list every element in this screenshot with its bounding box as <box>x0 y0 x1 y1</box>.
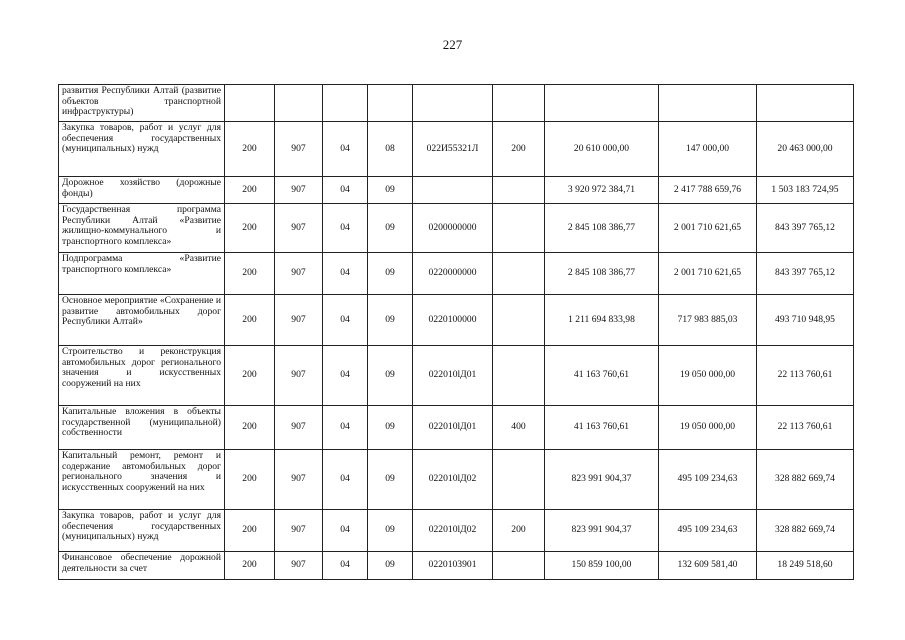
section-code: 04 <box>323 450 368 510</box>
admin-code: 200 <box>225 552 275 580</box>
sum-year-2: 717 983 885,03 <box>659 295 757 346</box>
sum-year-3: 20 463 000,00 <box>757 122 854 177</box>
expense-type-code <box>493 346 545 406</box>
section-code: 04 <box>323 346 368 406</box>
target-code: 022010lД02 <box>413 510 493 552</box>
sum-year-3: 843 397 765,12 <box>757 204 854 253</box>
target-code: 0220100000 <box>413 295 493 346</box>
sum-year-2: 2 001 710 621,65 <box>659 253 757 295</box>
subsection-code: 09 <box>368 450 413 510</box>
sum-year-2: 2 417 788 659,76 <box>659 177 757 204</box>
admin-code <box>225 85 275 122</box>
dept-code: 907 <box>275 450 323 510</box>
expense-type-code <box>493 85 545 122</box>
admin-code: 200 <box>225 450 275 510</box>
sum-year-2: 495 109 234,63 <box>659 450 757 510</box>
sum-year-2: 147 000,00 <box>659 122 757 177</box>
sum-year-2: 2 001 710 621,65 <box>659 204 757 253</box>
target-code: 022010lД01 <box>413 346 493 406</box>
sum-year-3: 843 397 765,12 <box>757 253 854 295</box>
sum-year-3: 18 249 518,60 <box>757 552 854 580</box>
target-code <box>413 177 493 204</box>
sum-year-1: 150 859 100,00 <box>545 552 659 580</box>
section-code: 04 <box>323 552 368 580</box>
table-row <box>59 253 854 295</box>
row-name: Финансовое обеспечение дорожной деятельности за счет <box>59 552 225 580</box>
section-code: 04 <box>323 177 368 204</box>
sum-year-2: 19 050 000,00 <box>659 346 757 406</box>
row-name: Капитальный ремонт, ремонт и содержание автомобильных дорог регионального значения и искусственных сооружений на них <box>59 450 225 510</box>
expense-type-code: 200 <box>493 510 545 552</box>
dept-code: 907 <box>275 177 323 204</box>
admin-code: 200 <box>225 510 275 552</box>
dept-code: 907 <box>275 346 323 406</box>
section-code: 04 <box>323 295 368 346</box>
budget-table <box>58 84 854 580</box>
sum-year-3 <box>757 85 854 122</box>
sum-year-3: 22 113 760,61 <box>757 406 854 450</box>
dept-code: 907 <box>275 204 323 253</box>
table-row <box>59 204 854 253</box>
target-code: 0220103901 <box>413 552 493 580</box>
sum-year-3: 328 882 669,74 <box>757 510 854 552</box>
table-row <box>59 346 854 406</box>
sum-year-1: 823 991 904,37 <box>545 450 659 510</box>
sum-year-3: 1 503 183 724,95 <box>757 177 854 204</box>
subsection-code: 09 <box>368 406 413 450</box>
sum-year-3: 328 882 669,74 <box>757 450 854 510</box>
table-row <box>59 85 854 122</box>
dept-code: 907 <box>275 253 323 295</box>
target-code: 022010lД01 <box>413 406 493 450</box>
row-name: Строительство и реконструкция автомобильных дорог регионального значения и искусственных сооружений на них <box>59 346 225 406</box>
dept-code: 907 <box>275 510 323 552</box>
expense-type-code <box>493 552 545 580</box>
target-code: 0220000000 <box>413 253 493 295</box>
table-row <box>59 122 854 177</box>
dept-code: 907 <box>275 122 323 177</box>
row-name: Дорожное хозяйство (дорожные фонды) <box>59 177 225 204</box>
table-row <box>59 295 854 346</box>
sum-year-1: 20 610 000,00 <box>545 122 659 177</box>
dept-code: 907 <box>275 406 323 450</box>
subsection-code: 09 <box>368 177 413 204</box>
target-code: 022010lД02 <box>413 450 493 510</box>
sum-year-3: 493 710 948,95 <box>757 295 854 346</box>
admin-code: 200 <box>225 177 275 204</box>
row-name: Закупка товаров, работ и услуг для обеспечения государственных (муниципальных) нужд <box>59 510 225 552</box>
row-name: развития Республики Алтай (развитие объектов транспортной инфраструктуры) <box>59 85 225 122</box>
sum-year-3: 22 113 760,61 <box>757 346 854 406</box>
sum-year-1: 41 163 760,61 <box>545 346 659 406</box>
dept-code: 907 <box>275 552 323 580</box>
admin-code: 200 <box>225 346 275 406</box>
admin-code: 200 <box>225 204 275 253</box>
dept-code <box>275 85 323 122</box>
sum-year-1: 823 991 904,37 <box>545 510 659 552</box>
subsection-code <box>368 85 413 122</box>
expense-type-code <box>493 295 545 346</box>
section-code <box>323 85 368 122</box>
target-code: 022И55321Л <box>413 122 493 177</box>
sum-year-2: 19 050 000,00 <box>659 406 757 450</box>
table-row <box>59 552 854 580</box>
admin-code: 200 <box>225 122 275 177</box>
expense-type-code <box>493 177 545 204</box>
section-code: 04 <box>323 510 368 552</box>
sum-year-1: 1 211 694 833,98 <box>545 295 659 346</box>
subsection-code: 09 <box>368 346 413 406</box>
dept-code: 907 <box>275 295 323 346</box>
sum-year-1: 2 845 108 386,77 <box>545 204 659 253</box>
subsection-code: 09 <box>368 552 413 580</box>
expense-type-code <box>493 450 545 510</box>
sum-year-1 <box>545 85 659 122</box>
sum-year-2 <box>659 85 757 122</box>
admin-code: 200 <box>225 406 275 450</box>
row-name: Государственная программа Республики Алтай «Развитие жилищно-коммунального и транспортного комплекса» <box>59 204 225 253</box>
expense-type-code <box>493 204 545 253</box>
sum-year-1: 41 163 760,61 <box>545 406 659 450</box>
row-name: Закупка товаров, работ и услуг для обеспечения государственных (муниципальных) нужд <box>59 122 225 177</box>
target-code <box>413 85 493 122</box>
table-row <box>59 510 854 552</box>
table-row <box>59 177 854 204</box>
subsection-code: 09 <box>368 253 413 295</box>
admin-code: 200 <box>225 295 275 346</box>
admin-code: 200 <box>225 253 275 295</box>
section-code: 04 <box>323 406 368 450</box>
row-name: Капитальные вложения в объекты государственной (муниципальной) собственности <box>59 406 225 450</box>
subsection-code: 09 <box>368 295 413 346</box>
expense-type-code: 400 <box>493 406 545 450</box>
sum-year-1: 2 845 108 386,77 <box>545 253 659 295</box>
section-code: 04 <box>323 122 368 177</box>
expense-type-code: 200 <box>493 122 545 177</box>
sum-year-2: 495 109 234,63 <box>659 510 757 552</box>
sum-year-2: 132 609 581,40 <box>659 552 757 580</box>
row-name: Основное мероприятие «Сохранение и развитие автомобильных дорог Республики Алтай» <box>59 295 225 346</box>
subsection-code: 09 <box>368 204 413 253</box>
expense-type-code <box>493 253 545 295</box>
section-code: 04 <box>323 204 368 253</box>
table-row <box>59 406 854 450</box>
sum-year-1: 3 920 972 384,71 <box>545 177 659 204</box>
subsection-code: 08 <box>368 122 413 177</box>
subsection-code: 09 <box>368 510 413 552</box>
page-number: 227 <box>442 37 463 52</box>
target-code: 0200000000 <box>413 204 493 253</box>
table-row <box>59 450 854 510</box>
section-code: 04 <box>323 253 368 295</box>
row-name: Подпрограмма «Развитие транспортного комплекса» <box>59 253 225 295</box>
